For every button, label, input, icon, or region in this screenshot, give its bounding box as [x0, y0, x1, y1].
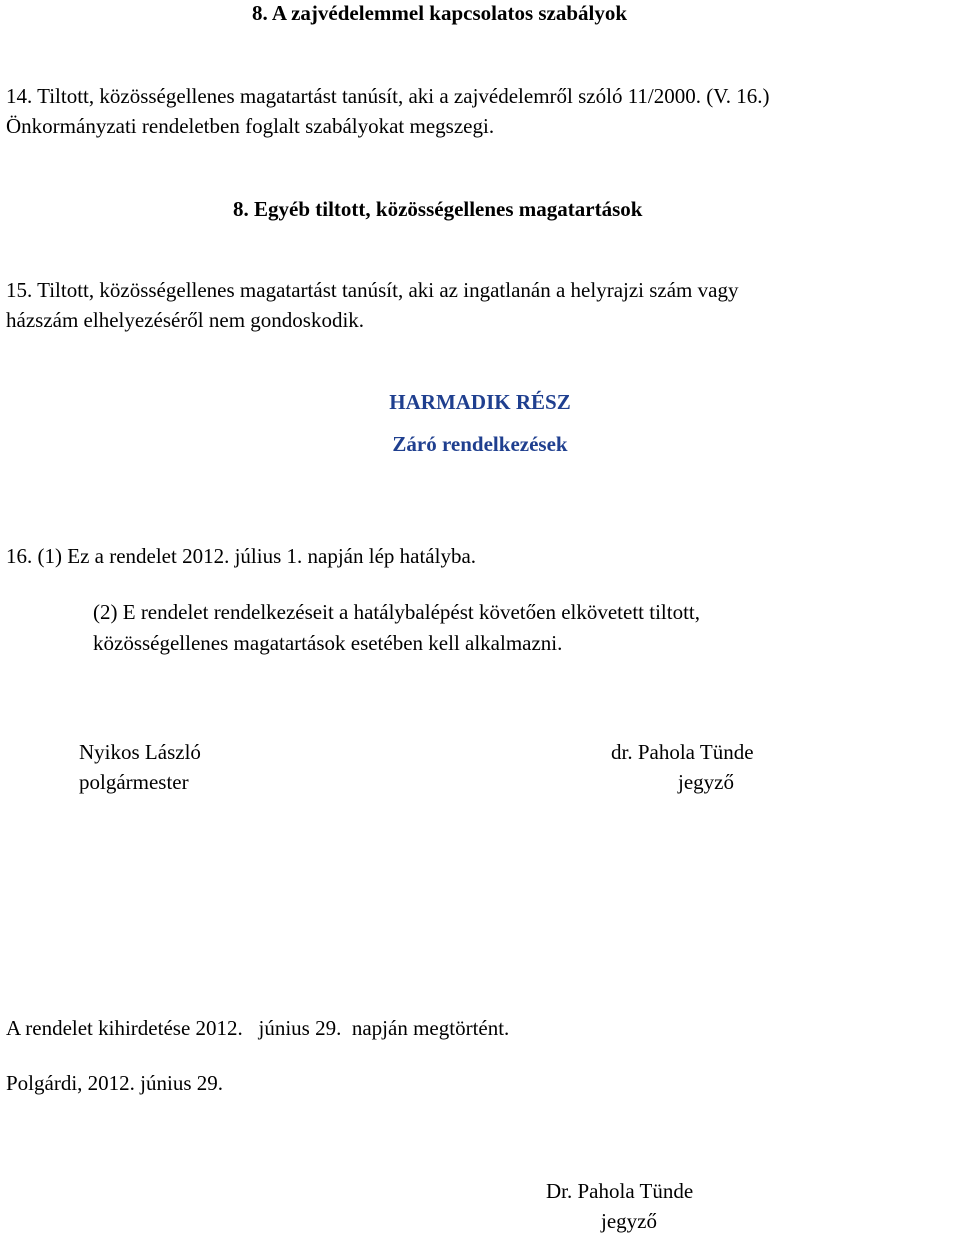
- paragraph-16-line1: 16. (1) Ez a rendelet 2012. július 1. napján lép hatályba.: [6, 544, 477, 568]
- paragraph-14-line2: Önkormányzati rendeletben foglalt szabályokat megszegi.: [6, 114, 495, 138]
- notary-name: dr. Pahola Tünde: [611, 740, 754, 764]
- section-heading-other: 8. Egyéb tiltott, közösségellenes magatartások: [233, 197, 643, 221]
- part-subtitle: Záró rendelkezések: [392, 432, 568, 456]
- paragraph-16-sub2-line2: közösségellenes magatartások esetében kell alkalmazni.: [93, 631, 563, 655]
- mayor-title: polgármester: [79, 770, 189, 794]
- section-heading-noise: 8. A zajvédelemmel kapcsolatos szabályok: [252, 1, 628, 25]
- notary-title: jegyző: [678, 770, 734, 794]
- paragraph-14-line1: 14. Tiltott, közösségellenes magatartást tanúsít, aki a zajvédelemről szóló 11/2000. (V. 16.): [6, 84, 770, 108]
- paragraph-15-line1: 15. Tiltott, közösségellenes magatartást tanúsít, aki az ingatlanán a helyrajzi szám vagy: [6, 278, 739, 302]
- paragraph-15-line2: házszám elhelyezéséről nem gondoskodik.: [6, 308, 365, 332]
- promulgation-line: A rendelet kihirdetése 2012. június 29. napján megtörtént.: [6, 1016, 510, 1040]
- place-date: Polgárdi, 2012. június 29.: [6, 1071, 224, 1095]
- part-title: HARMADIK RÉSZ: [389, 390, 571, 414]
- paragraph-16-sub2-line1: (2) E rendelet rendelkezéseit a hatálybalépést követően elkövetett tiltott,: [93, 600, 701, 624]
- final-signatory-title: jegyző: [601, 1209, 657, 1233]
- final-signatory-name: Dr. Pahola Tünde: [546, 1179, 694, 1203]
- mayor-name: Nyikos László: [79, 740, 201, 764]
